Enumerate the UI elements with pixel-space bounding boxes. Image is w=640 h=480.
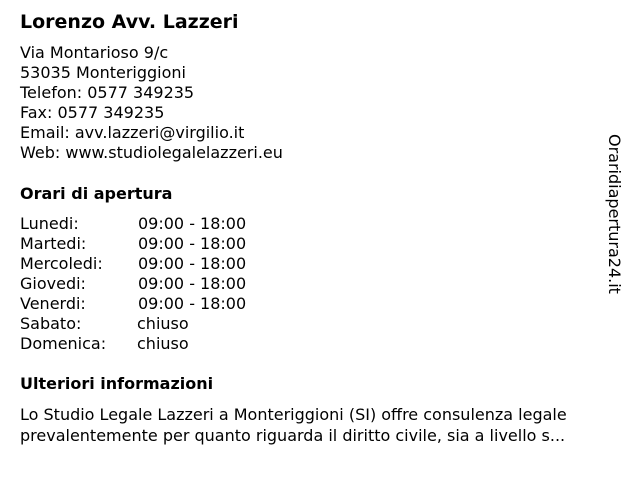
hours-row-tuesday — [20, 234, 320, 254]
website-address: Web: www.studiolegalelazzeri.eu — [20, 143, 283, 162]
time-value: chiuso — [137, 314, 189, 333]
hours-row-thursday — [20, 274, 320, 294]
email-address: Email: avv.lazzeri@virgilio.it — [20, 123, 245, 142]
more-info-heading: Ulteriori informazioni — [20, 374, 214, 393]
day-label: Sabato: — [20, 314, 82, 333]
description-line: prevalentemente per quanto riguarda il diritto civile, sia a livello s... — [20, 426, 566, 445]
city-address: 53035 Monteriggioni — [20, 63, 186, 82]
day-label: Domenica: — [20, 334, 107, 353]
contact-block — [20, 43, 283, 163]
time-value: 09:00 - 18:00 — [138, 214, 247, 233]
hours-row-monday — [20, 214, 320, 234]
time-value: 09:00 - 18:00 — [138, 294, 247, 313]
opening-hours-table — [20, 214, 320, 354]
day-label: Giovedi: — [20, 274, 86, 293]
day-label: Mercoledi: — [20, 254, 103, 273]
time-value: 09:00 - 18:00 — [138, 234, 247, 253]
hours-row-wednesday — [20, 254, 320, 274]
street-address: Via Montarioso 9/c — [20, 43, 169, 62]
page-title: Lorenzo Avv. Lazzeri — [20, 11, 239, 33]
time-value: 09:00 - 18:00 — [138, 274, 247, 293]
fax-number: Fax: 0577 349235 — [20, 103, 165, 122]
day-label: Lunedi: — [20, 214, 79, 233]
description-line: Lo Studio Legale Lazzeri a Monteriggioni (SI) offre consulenza legale — [20, 405, 567, 424]
site-watermark: Oraridiapertura24.it — [605, 134, 624, 294]
day-label: Martedi: — [20, 234, 87, 253]
hours-row-saturday — [20, 314, 320, 334]
time-value: 09:00 - 18:00 — [138, 254, 247, 273]
opening-hours-heading: Orari di apertura — [20, 184, 173, 203]
description-text — [20, 404, 620, 446]
time-value: chiuso — [137, 334, 189, 353]
day-label: Venerdi: — [20, 294, 86, 313]
hours-row-friday — [20, 294, 320, 314]
hours-row-sunday — [20, 334, 320, 354]
phone-number: Telefon: 0577 349235 — [20, 83, 195, 102]
